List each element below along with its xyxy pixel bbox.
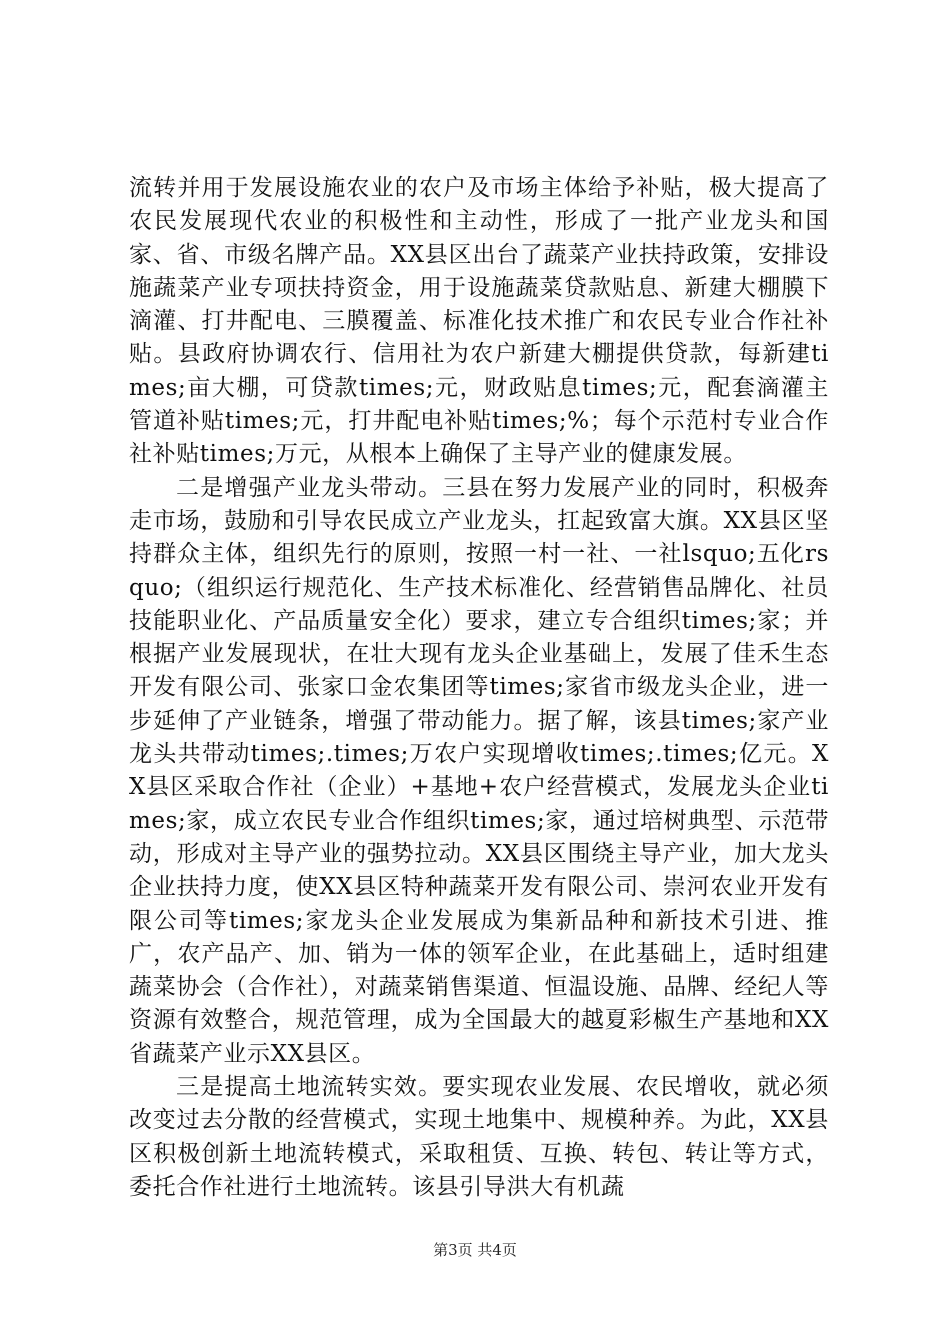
- paragraph-1: 流转并用于发展设施农业的农户及市场主体给予补贴，极大提高了农民发展现代农业的积极性和主动性，形成了一批产业龙头和国家、省、市级名牌产品。XX县区出台了蔬菜产业扶持政策，安排设施蔬菜产业专项扶持资金，用于设施蔬菜贷款贴息、新建大棚膜下滴灌、打井配电、三膜覆盖、标准化技术推广和农民专业合作社补贴。县政府协调农行、信用社为农户新建大棚提供贷款，每新建times;亩大棚，可贷款times;元，财政贴息times;元，配套滴灌主管道补贴times;元，打井配电补贴times;%；每个示范村专业合作社补贴times;万元，从根本上确保了主导产业的健康发展。: [129, 175, 829, 468]
- document-body: [129, 172, 829, 1204]
- page-footer: 第3页 共4页: [433, 1241, 517, 1259]
- paragraph-3: 三是提高土地流转实效。要实现农业发展、农民增收，就必须改变过去分散的经营模式，实现土地集中、规模种养。为此，XX县区积极创新土地流转模式，采取租赁、互换、转包、转让等方式，委托合作社进行土地流转。该县引导洪大有机蔬: [129, 1074, 829, 1200]
- paragraph-2: 二是增强产业龙头带动。三县在努力发展产业的同时，积极奔走市场，鼓励和引导农民成立产业龙头，扛起致富大旗。XX县区坚持群众主体，组织先行的原则，按照一村一社、一社lsquo;五化rsquo;（组织运行规范化、生产技术标准化、经营销售品牌化、社员技能职业化、产品质量安全化）要求，建立专合组织times;家；并根据产业发展现状，在壮大现有龙头企业基础上，发展了佳禾生态开发有限公司、张家口金农集团等times;家省市级龙头企业，进一步延伸了产业链条，增强了带动能力。据了解，该县times;家产业龙头共带动times;.times;万农户实现增收times;.times;亿元。XX县区采取合作社（企业）+基地+农户经营模式，发展龙头企业times;家，成立农民专业合作组织times;家，通过培树典型、示范带动，形成对主导产业的强势拉动。XX县区围绕主导产业，加大龙头企业扶持力度，使XX县区特种蔬菜开发有限公司、崇河农业开发有限公司等times;家龙头企业发展成为集新品种和新技术引进、推广，农产品产、加、销为一体的领军企业，在此基础上，适时组建蔬菜协会（合作社），对蔬菜销售渠道、恒温设施、品牌、经纪人等资源有效整合，规范管理，成为全国最大的越夏彩椒生产基地和XX省蔬菜产业示XX县区。: [129, 474, 829, 1067]
